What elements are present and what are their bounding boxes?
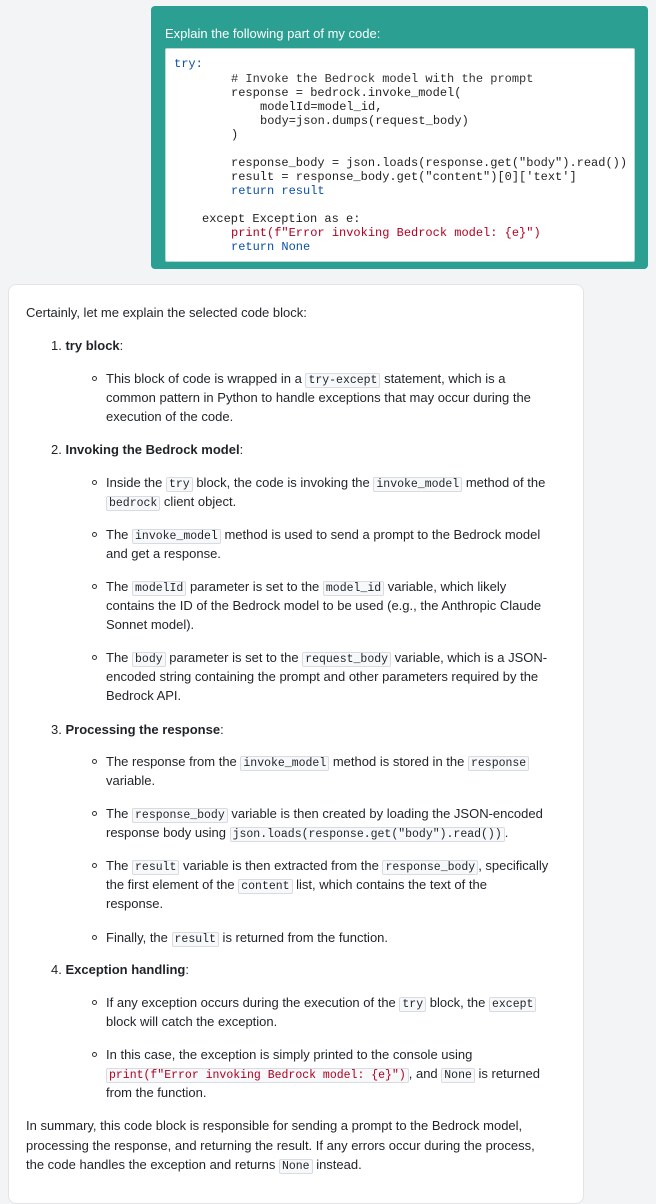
bullet-icon (92, 811, 97, 816)
code-line: response = bedrock.invoke_model( (231, 86, 462, 100)
bullet-text: execution of the code. (106, 409, 234, 424)
section-heading: 4. Exception handling: (51, 962, 189, 977)
summary-text: the code handles the exception and returns None instead. (26, 1157, 362, 1173)
bullet-text: response. (106, 896, 164, 911)
bullet-text: The modelId parameter is set to the model_id variable, which likely (106, 579, 507, 595)
bullet-icon (92, 584, 97, 589)
section-heading: 2. Invoking the Bedrock model: (51, 442, 244, 457)
bullet-text: from the function. (106, 1085, 207, 1100)
bullet-icon (92, 655, 97, 660)
bullet-text: In this case, the exception is simply printed to the console using (106, 1047, 473, 1062)
code-line: ) (231, 128, 239, 142)
section-heading: 1. try block: (51, 338, 124, 353)
code-line: # Invoke the Bedrock model with the prompt (231, 72, 534, 86)
bullet-text: The body parameter is set to the request_body variable, which is a JSON- (106, 650, 548, 666)
code-line: modelId=model_id, (260, 100, 383, 114)
bullet-text: If any exception occurs during the execution of the try block, the except (106, 993, 536, 1015)
summary-text: processing the response, and returning the result. If any errors occur during the process, (26, 1138, 535, 1153)
bullet-text: and get a response. (106, 546, 221, 561)
bullet-icon (92, 863, 97, 868)
bullet-icon (92, 935, 97, 940)
user-code-block (165, 48, 635, 262)
answer-intro: Certainly, let me explain the selected code block: (26, 305, 307, 320)
code-line: response_body = json.loads(response.get("body").read()) (231, 156, 628, 170)
code-line: result = response_body.get("content")[0]['text'] (231, 170, 577, 184)
assistant-answer (8, 284, 584, 1204)
bullet-text: common pattern in Python to handle exceptions that may occur during the (106, 390, 531, 405)
bullet-text: the first element of the content list, which contains the text of the (106, 877, 487, 893)
bullet-text: Sonnet model). (106, 617, 195, 632)
bullet-text: The response_body variable is then created by loading the JSON-encoded (106, 806, 543, 822)
bullet-text: This block of code is wrapped in a try-except statement, which is a (106, 371, 506, 387)
code-line: print(f"Error invoking Bedrock model: {e}") (231, 226, 541, 240)
code-line: except Exception as e: (202, 212, 361, 226)
bullet-text: The response from the invoke_model method is stored in the response (106, 752, 529, 774)
code-line: return result (231, 184, 325, 198)
user-message-title: Explain the following part of my code: (165, 26, 381, 41)
section-heading: 3. Processing the response: (51, 722, 224, 737)
bullet-icon (92, 759, 97, 764)
bullet-icon (92, 480, 97, 485)
bullet-text: print(f"Error invoking Bedrock model: {e}") , and None is returned (106, 1064, 540, 1086)
bullet-text: block will catch the exception. (106, 1014, 278, 1029)
bullet-icon (92, 1000, 97, 1005)
code-line: try: (174, 57, 203, 71)
bullet-text: encoded string containing the prompt and other parameters required by the (106, 669, 539, 684)
bullet-icon (92, 376, 97, 381)
bullet-text: bedrock client object. (106, 492, 236, 514)
bullet-text: Inside the try block, the code is invoking the invoke_model method of the (106, 475, 546, 491)
bullet-text: contains the ID of the Bedrock model to be used (e.g., the Anthropic Claude (106, 598, 542, 613)
code-line: return None (231, 240, 311, 254)
summary-text: In summary, this code block is responsible for sending a prompt to the Bedrock model, (26, 1118, 523, 1133)
bullet-text: The invoke_model method is used to send a prompt to the Bedrock model (106, 527, 541, 543)
bullet-text: response body using json.loads(response.get("body").read()) . (106, 825, 509, 841)
code-line: body=json.dumps(request_body) (260, 114, 469, 128)
bullet-icon (92, 1052, 97, 1057)
bullet-text: Bedrock API. (106, 688, 182, 703)
bullet-icon (92, 532, 97, 537)
bullet-text: The result variable is then extracted from the response_body , specifically (106, 858, 549, 874)
bullet-text: Finally, the result is returned from the function. (106, 930, 389, 946)
bullet-text: variable. (106, 773, 156, 788)
user-message-bubble (151, 6, 648, 269)
